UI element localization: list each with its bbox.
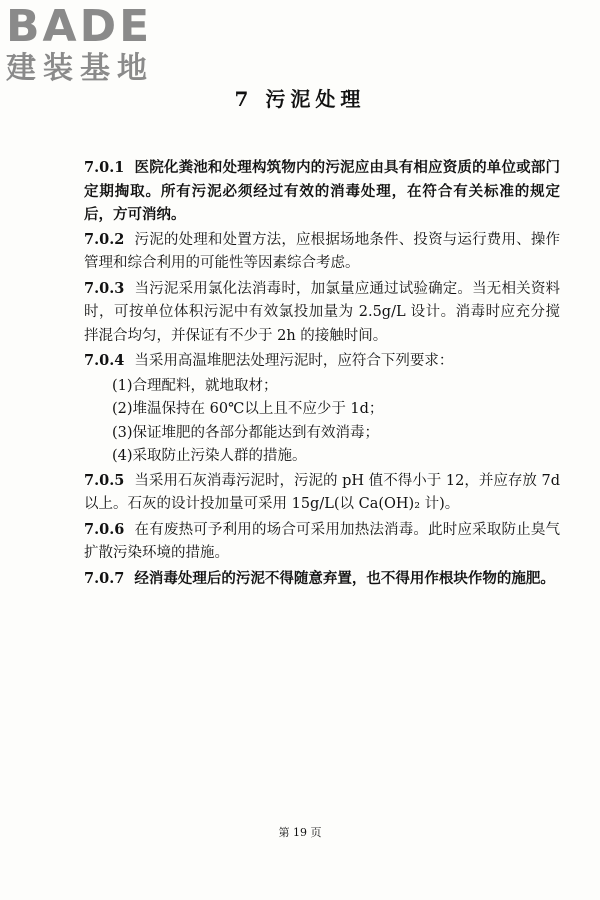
list-item: (1)合理配料，就地取材； bbox=[112, 377, 278, 394]
chapter-title: 7 污泥处理 bbox=[234, 87, 366, 111]
section-7-0-6 bbox=[84, 518, 560, 566]
section-7-0-3 bbox=[84, 277, 560, 349]
section-7-0-2 bbox=[84, 228, 560, 276]
section-text: 当采用石灰消毒污泥时，污泥的 pH 值不得小于 12，并应存放 7d 以上。石灰的设计投加量可采用 15g/L(以 Ca(OH)₂ 计)。 bbox=[84, 472, 560, 512]
logo-text-top: BADE bbox=[6, 1, 153, 52]
section-number: 7.0.5 bbox=[84, 471, 125, 489]
section-number: 7.0.1 bbox=[84, 159, 125, 176]
section-7-0-1 bbox=[84, 156, 560, 227]
section-text: 经消毒处理后的污泥不得随意弃置，也不得用作根块作物的施肥。 bbox=[134, 569, 555, 587]
section-text: 当采用高温堆肥法处理污泥时，应符合下列要求： bbox=[134, 353, 454, 369]
page-number: 第 19 页 bbox=[278, 826, 322, 839]
section-number: 7.0.7 bbox=[84, 569, 125, 587]
list-item: (3)保证堆肥的各部分都能达到有效消毒； bbox=[112, 424, 380, 441]
section-7-0-4 bbox=[84, 349, 560, 374]
section-number: 7.0.3 bbox=[84, 279, 125, 297]
section-text: 在有废热可予利用的场合可采用加热法消毒。此时应采取防止臭气扩散污染环境的措施。 bbox=[84, 521, 560, 561]
list-item: (2)堆温保持在 60℃以上且不应少于 1d； bbox=[112, 401, 384, 417]
section-7-0-7 bbox=[84, 567, 560, 591]
document-body bbox=[84, 156, 560, 591]
section-number: 7.0.4 bbox=[84, 352, 125, 369]
section-text: 污泥的处理和处置方法，应根据场地条件、投资与运行费用、操作管理和综合利用的可能性等因素综合考虑。 bbox=[84, 231, 560, 271]
list-item: (4)采取防止污染人群的措施。 bbox=[112, 448, 307, 464]
section-number: 7.0.2 bbox=[84, 230, 125, 248]
section-text: 医院化粪池和处理构筑物内的污泥应由具有相应资质的单位或部门定期掏取。所有污泥必须经过有效的消毒处理，在符合有关标准的规定后，方可消纳。 bbox=[84, 159, 560, 223]
logo bbox=[6, 1, 182, 90]
section-text: 当污泥采用氯化法消毒时，加氯量应通过试验确定。当无相关资料时，可按单位体积污泥中有效氯投加量为 2.5g/L 设计。消毒时应充分搅拌混合均匀，并保证有不少于 2h 的接触时间。 bbox=[84, 280, 560, 344]
section-number: 7.0.6 bbox=[84, 520, 125, 538]
logo-text-sub: 建装基地 bbox=[6, 51, 154, 86]
section-7-0-5 bbox=[84, 469, 560, 517]
